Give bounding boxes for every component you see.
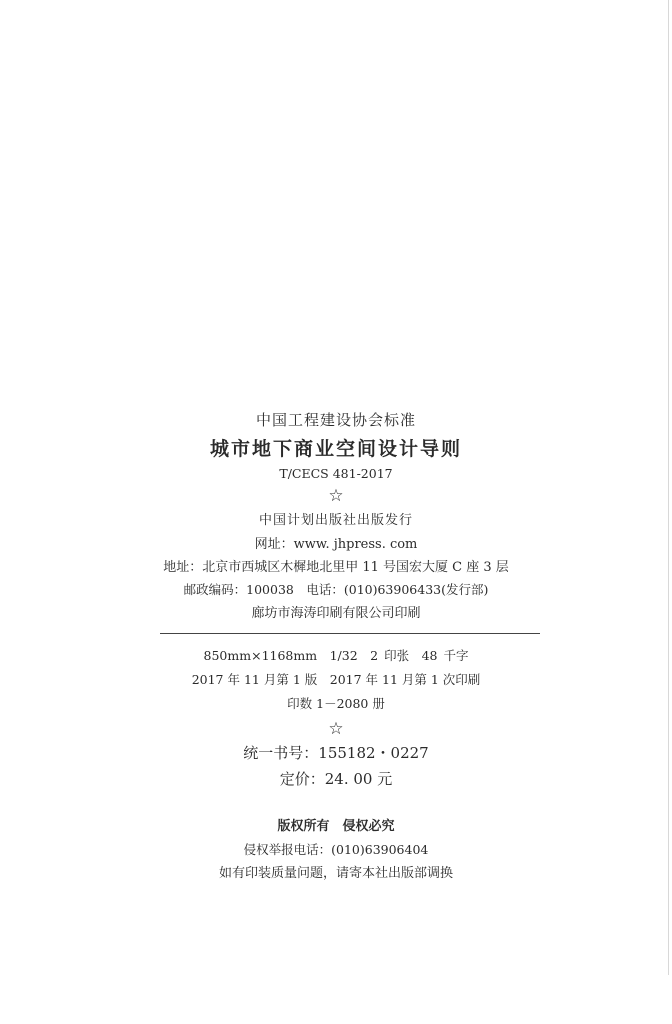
standard-series: 中国工程建设协会标准 (255, 411, 416, 429)
printer: 廊坊市海涛印刷有限公司印刷 (251, 606, 421, 621)
postal-code-phone: 邮政编码：100038 电话：(010)63906433(发行部) (183, 582, 489, 597)
infringement-hotline: 侵权举报电话：(010)63906404 (243, 842, 429, 857)
edition-info: 2017 年 11 月第 1 版 2017 年 11 月第 1 次印刷 (191, 672, 481, 687)
star-icon: ☆ (328, 486, 344, 506)
standard-code: T/CECS 481-2017 (279, 466, 393, 481)
print-count: 印数 1－2080 册 (287, 696, 385, 711)
book-title: 城市地下商业空间设计导则 (209, 438, 462, 460)
divider-line (160, 633, 540, 634)
quality-notice: 如有印装质量问题，请寄本社出版部调换 (218, 866, 453, 881)
print-format: 850mm×1168mm 1/32 2 印张 48 千字 (203, 648, 469, 663)
copyright-notice: 版权所有 侵权必究 (277, 819, 395, 834)
publisher: 中国计划出版社出版发行 (258, 513, 413, 528)
star-icon: ☆ (328, 719, 344, 739)
unified-book-number: 统一书号：155182・0227 (243, 744, 429, 762)
publisher-address: 地址：北京市西城区木樨地北里甲 11 号国宏大厦 C 座 3 层 (163, 560, 509, 575)
publisher-website: 网址：www. jhpress. com (254, 537, 418, 552)
price: 定价：24. 00 元 (279, 770, 393, 788)
